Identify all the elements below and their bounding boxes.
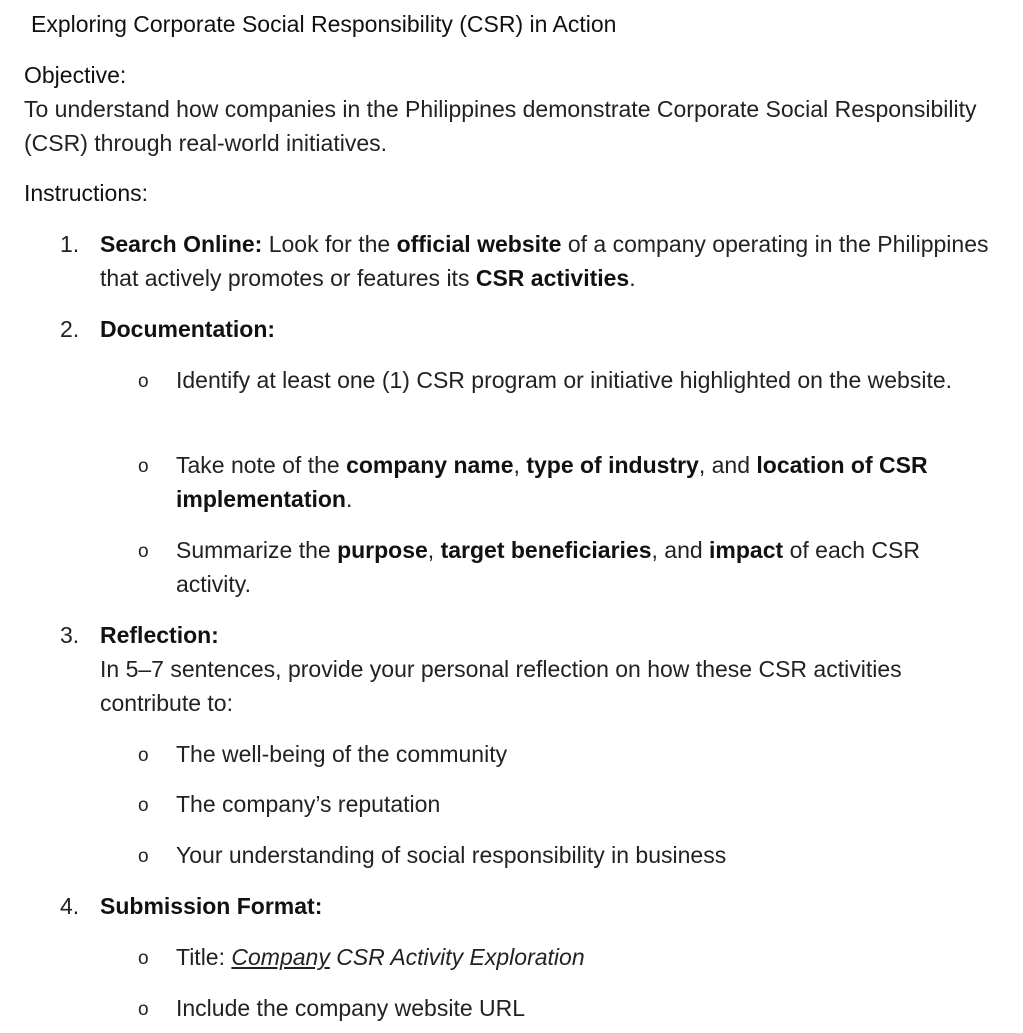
item-number: 3. <box>60 622 80 648</box>
bullet-text: Include the company website URL <box>176 995 526 1021</box>
bullet-text: The well-being of the community <box>176 741 508 767</box>
instruction-item-1 <box>60 227 990 295</box>
item-bold-text: official website <box>396 231 562 257</box>
bullet-text: Title: Company CSR Activity Exploration <box>176 944 585 970</box>
item-text: of a company operating in the Philippines that actively promotes or features its <box>100 231 989 291</box>
document-title: Exploring Corporate Social Responsibility (CSR) in Action <box>31 11 617 37</box>
item-number: 1. <box>60 231 80 257</box>
item-heading: Search Online: <box>100 231 263 257</box>
bullet-marker: o <box>138 456 149 477</box>
bullet-text: Identify at least one (1) CSR program or initiative highlighted on the website. <box>176 367 953 393</box>
bullet-item <box>138 737 988 771</box>
bullet-marker: o <box>138 541 149 562</box>
objective-heading: Objective: <box>24 62 127 88</box>
instruction-item-4 <box>60 889 990 923</box>
item-bold-text: CSR activities <box>475 265 630 291</box>
bullet-text: Summarize the purpose, target beneficiaries, and impact of each CSR activity. <box>176 537 920 597</box>
bullet-item <box>138 991 988 1025</box>
item-heading: Documentation: <box>100 316 276 342</box>
item-text: . <box>629 265 636 291</box>
item-body <box>100 227 990 295</box>
instruction-item-3 <box>60 618 990 720</box>
bullet-item <box>138 448 988 516</box>
item-heading: Reflection: <box>100 622 219 648</box>
item-intro: In 5–7 sentences, provide your personal reflection on how these CSR activities contribute to: <box>100 656 902 716</box>
bullet-text: Take note of the company name, type of industry, and location of CSR implementation. <box>176 452 928 512</box>
bullet-text: Your understanding of social responsibility in business <box>176 842 727 868</box>
bullet-item <box>138 533 988 601</box>
item-heading: Submission Format: <box>100 893 323 919</box>
objective-text: To understand how companies in the Philippines demonstrate Corporate Social Responsibility (CSR) through real-world initiatives. <box>24 96 977 156</box>
bullet-marker: o <box>138 371 149 392</box>
objective-section <box>24 58 994 160</box>
item-text: Look for the <box>262 231 397 257</box>
instructions-heading: Instructions: <box>24 180 148 206</box>
bullet-item <box>138 363 988 397</box>
instruction-item-2 <box>60 312 990 346</box>
item-number: 4. <box>60 893 80 919</box>
bullet-marker: o <box>138 795 149 816</box>
bullet-marker: o <box>138 846 149 867</box>
bullet-item <box>138 940 988 974</box>
bullet-marker: o <box>138 999 149 1020</box>
bullet-text: The company’s reputation <box>176 791 441 817</box>
bullet-marker: o <box>138 745 149 766</box>
bullet-item <box>138 838 988 872</box>
bullet-item <box>138 787 988 821</box>
item-number: 2. <box>60 316 80 342</box>
bullet-marker: o <box>138 948 149 969</box>
